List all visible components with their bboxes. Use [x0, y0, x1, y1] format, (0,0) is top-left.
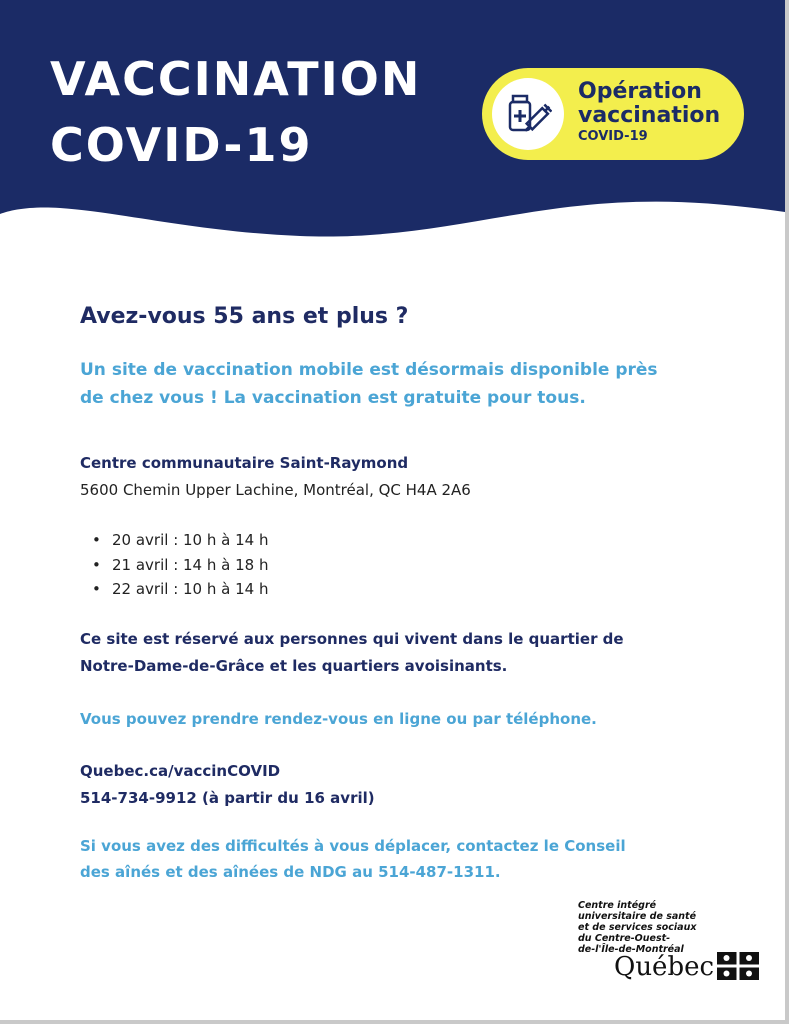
phone-number[interactable]: 514-734-9912 (à partir du 16 avril)	[80, 789, 375, 807]
header-banner	[0, 0, 785, 250]
mobility-line-2: des aînés et des aînées de NDG au 514-487-1311.	[80, 863, 501, 881]
ciusss-line: universitaire de santé	[578, 911, 697, 922]
ciusss-line: du Centre-Ouest-	[578, 933, 671, 944]
ciusss-line: et de services sociaux	[578, 922, 697, 933]
badge-line-3: COVID-19	[578, 129, 648, 144]
ciusss-logo-text	[578, 900, 696, 955]
badge-text	[578, 80, 720, 146]
schedule-item: • 21 avril : 14 h à 18 h	[92, 553, 268, 578]
eligibility-line-1: Ce site est réservé aux personnes qui vivent dans le quartier de	[80, 630, 624, 648]
schedule-item: • 22 avril : 10 h à 14 h	[92, 577, 268, 602]
appointment-text: Vous pouvez prendre rendez-vous en ligne ou par téléphone.	[80, 710, 597, 728]
operation-vaccination-badge	[482, 68, 744, 160]
ciusss-line: Centre intégré	[578, 900, 657, 911]
schedule-list	[92, 528, 268, 602]
intro-line-2: de chez vous ! La vaccination est gratuite pour tous.	[80, 388, 586, 408]
badge-icon-circle	[492, 78, 564, 150]
eligibility-line-2: Notre-Dame-de-Grâce et les quartiers avoisinants.	[80, 657, 508, 675]
vaccine-vial-syringe-icon	[504, 90, 552, 138]
mobility-line-1: Si vous avez des difficultés à vous déplacer, contactez le Conseil	[80, 837, 626, 855]
age-question-heading: Avez-vous 55 ans et plus ?	[80, 304, 409, 329]
location-name: Centre communautaire Saint-Raymond	[80, 454, 409, 472]
quebec-wordmark: Québec	[614, 952, 715, 982]
badge-line-2: vaccination	[578, 103, 721, 128]
title-line-1: VACCINATION	[50, 52, 422, 106]
location-address: 5600 Chemin Upper Lachine, Montréal, QC H4A 2A6	[80, 481, 471, 499]
ciusss-line: de-l'Île-de-Montréal	[578, 944, 684, 955]
intro-line-1: Un site de vaccination mobile est désormais disponible près	[80, 360, 658, 380]
title-line-2: COVID-19	[50, 118, 313, 172]
quebec-flag-icon	[717, 952, 759, 980]
badge-line-1: Opération	[578, 79, 702, 104]
website-link[interactable]: Quebec.ca/vaccinCOVID	[80, 762, 281, 780]
schedule-item: • 20 avril : 10 h à 14 h	[92, 528, 268, 553]
